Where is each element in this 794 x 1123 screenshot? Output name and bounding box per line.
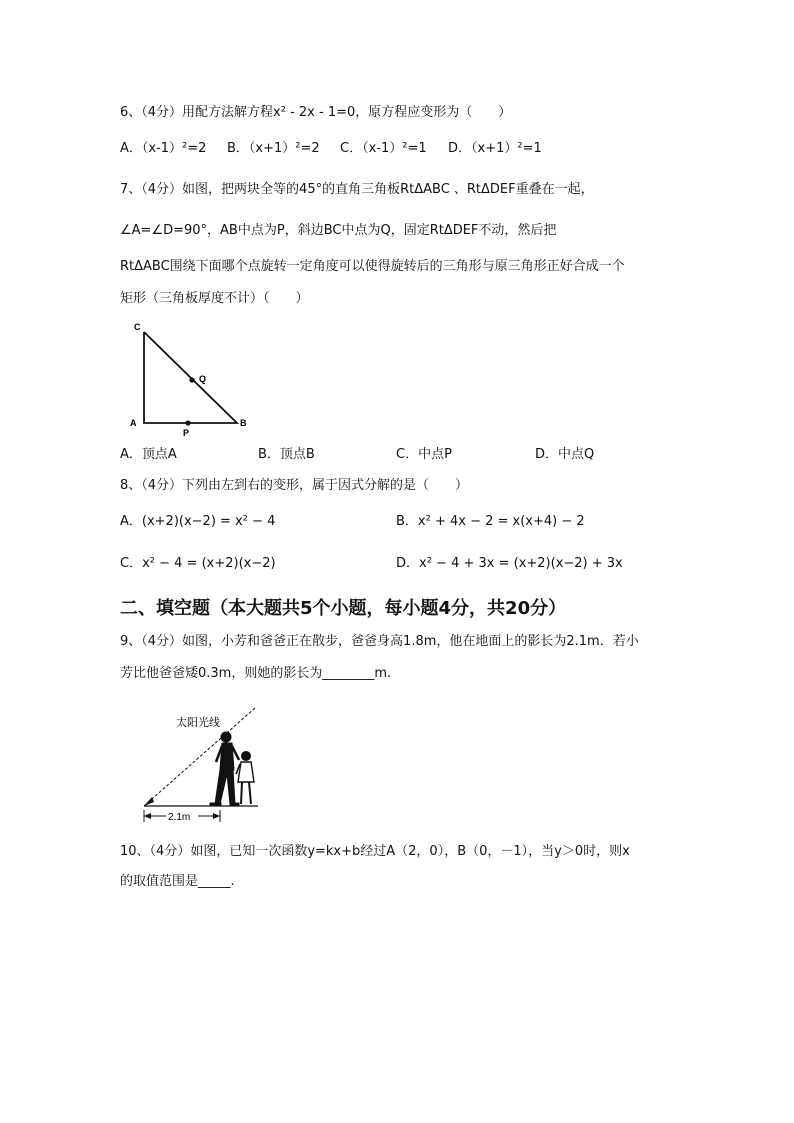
q8-option-b: B．x² + 4x − 2 = x(x+4) − 2: [396, 514, 585, 529]
point-p: [185, 420, 190, 425]
q6-option-a: A．（x-1）²=2: [120, 141, 207, 156]
q8-option-a: A．(x+2)(x−2) = x² − 4: [120, 514, 276, 529]
q8-stem: 8、（4分）下列由左到右的变形，属于因式分解的是（ ）: [120, 478, 469, 493]
q10-line-1: 10、（4分）如图，已知一次函数y=kx+b经过A（2，0），B（0，－1），当y＞0时，则x: [120, 844, 630, 859]
sun-ray-arrowhead: [144, 797, 154, 806]
sun-ray-label: 太阳光线: [176, 717, 220, 729]
q7-option-b: B．顶点B: [258, 447, 315, 462]
q9-shadow-figure: [138, 700, 263, 826]
section-2-title: 二、填空题（本大题共5个小题，每小题4分，共20分）: [120, 598, 567, 619]
dimension-label: 2.1m: [168, 812, 191, 823]
q7-line-1: 7、（4分）如图，把两块全等的45°的直角三角板RtΔABC 、RtΔDEF重叠在一起，: [120, 182, 594, 197]
q6-option-c: C．（x-1）²=1: [340, 141, 427, 156]
q6-stem: 6、（4分）用配方法解方程x² - 2x - 1=0，原方程应变形为（ ）: [120, 105, 512, 120]
triangle-abc: [144, 332, 237, 423]
q7-option-c: C．中点P: [396, 447, 452, 462]
q8-option-c: C．x² − 4 = (x+2)(x−2): [120, 556, 276, 571]
q7-line-2: ∠A=∠D=90°，AB中点为P，斜边BC中点为Q，固定RtΔDEF不动，然后把: [120, 223, 557, 238]
q7-line-4: 矩形（三角板厚度不计）（ ）: [120, 291, 309, 306]
q7-line-3: RtΔABC围绕下面哪个点旋转一定角度可以使得旋转后的三角形与原三角形正好合成一个: [120, 259, 625, 274]
q8-option-d: D．x² − 4 + 3x = (x+2)(x−2) + 3x: [396, 556, 623, 571]
label-a: A: [130, 418, 137, 428]
label-q: Q: [199, 374, 207, 384]
label-b: B: [240, 418, 247, 428]
q6-option-d: D．（x+1）²=1: [448, 141, 542, 156]
q10-line-2: 的取值范围是_____.: [120, 874, 235, 889]
q6-option-b: B．（x+1）²=2: [227, 141, 320, 156]
q7-option-d: D．中点Q: [535, 447, 595, 462]
label-p: P: [183, 428, 190, 438]
q9-line-1: 9、（4分）如图，小芳和爸爸正在散步，爸爸身高1.8m，他在地面上的影长为2.1m．若小: [120, 634, 639, 649]
label-c: C: [134, 322, 141, 332]
q7-triangle-figure: [120, 318, 260, 438]
q7-option-a: A．顶点A: [120, 447, 177, 462]
father-figure: [210, 732, 239, 806]
point-q: [189, 377, 194, 382]
q9-line-2: 芳比他爸爸矮0.3m，则她的影长为________m.: [120, 666, 392, 681]
